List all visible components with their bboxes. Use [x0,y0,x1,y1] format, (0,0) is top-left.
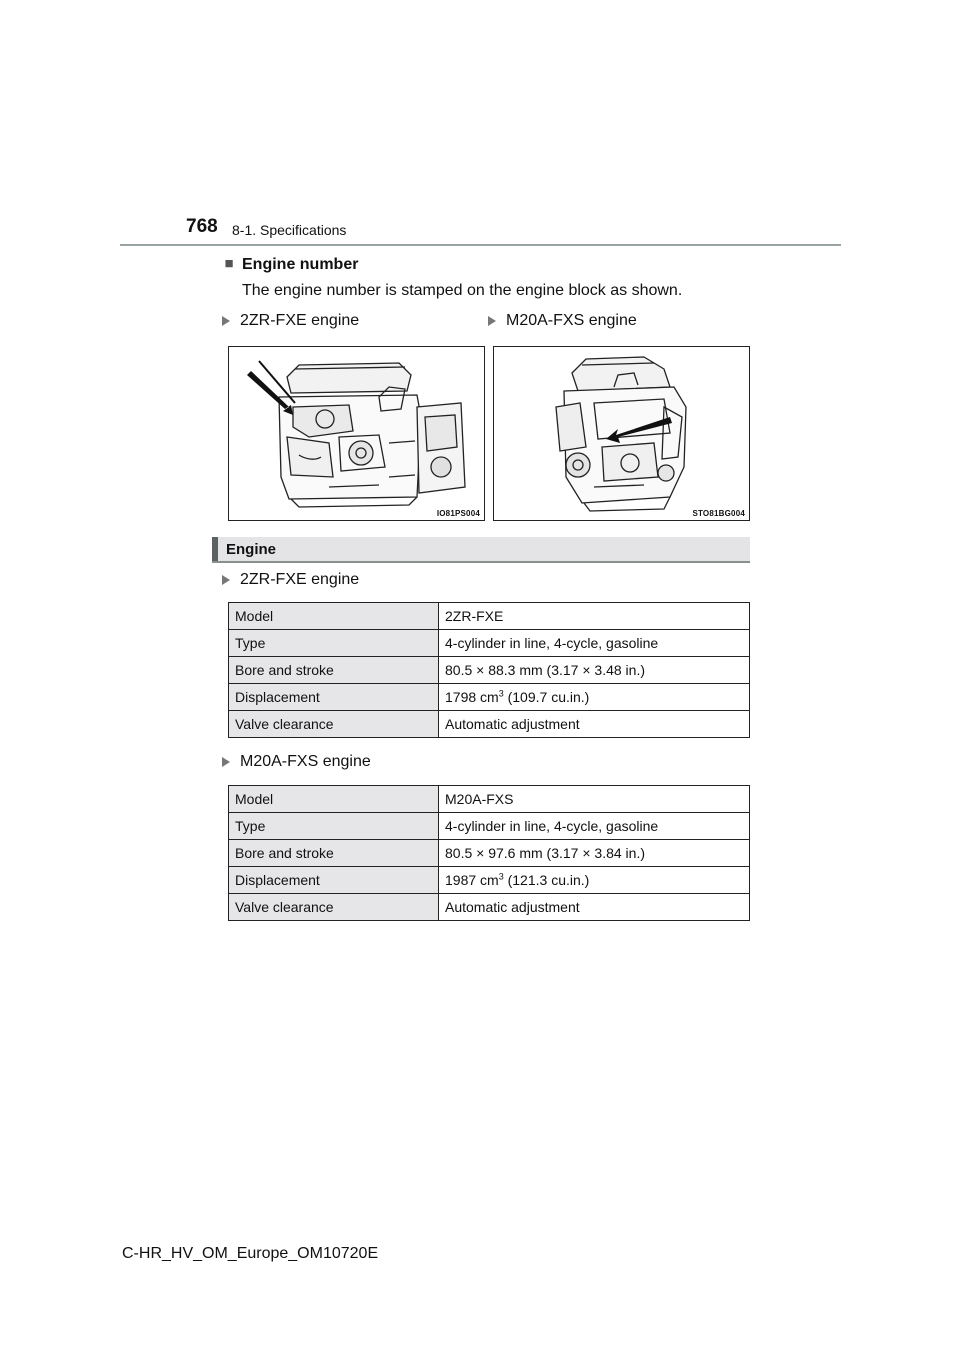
engine-illustration-2zr [228,346,485,521]
engine-number-description: The engine number is stamped on the engine block as shown. [242,282,683,299]
spec-value: 80.5 × 88.3 mm (3.17 × 3.48 in.) [439,657,750,684]
spec-key: Model [229,603,439,630]
triangle-bullet-icon [222,575,230,585]
table-row [229,684,750,711]
triangle-bullet-icon [222,316,230,326]
spec-key: Displacement [229,867,439,894]
table-row [229,711,750,738]
table-label-text: 2ZR-FXE engine [240,571,360,588]
spec-key: Bore and stroke [229,840,439,867]
spec-value [439,684,750,711]
table-row [229,813,750,840]
value-superscript: 3 [498,688,504,699]
spec-value [439,867,750,894]
engine-number-heading: Engine number [242,256,359,273]
spec-value: M20A-FXS [439,786,750,813]
figure-code: STO81BG004 [692,509,745,518]
engine-heading-text: Engine [226,541,277,558]
figure-label-text: M20A-FXS engine [506,312,637,329]
section-breadcrumb: 8-1. Specifications [232,222,347,238]
table-label-2zr [222,571,359,589]
table-label-m20a [222,753,371,771]
spec-key: Model [229,786,439,813]
figure-label-m20a [488,312,637,330]
figure-label-2zr [222,312,359,330]
engine-drawing-m20a [494,347,749,520]
spec-value: Automatic adjustment [439,894,750,921]
spec-key: Bore and stroke [229,657,439,684]
heading-accent [212,537,218,561]
spec-value: 80.5 × 97.6 mm (3.17 × 3.84 in.) [439,840,750,867]
spec-table-m20a [228,785,750,921]
spec-table-2zr [228,602,750,738]
figure-code: IO81PS004 [436,509,480,518]
value-main: 1798 cm [445,689,499,705]
figure-label-text: 2ZR-FXE engine [240,312,360,329]
table-row [229,657,750,684]
table-row [229,894,750,921]
value-main: 1987 cm [445,872,499,888]
spec-key: Valve clearance [229,711,439,738]
square-bullet-icon: ■ [224,254,234,272]
table-row [229,786,750,813]
value-suffix: (109.7 cu.in.) [503,689,590,705]
value-suffix: (121.3 cu.in.) [503,872,590,888]
page-number: 768 [186,216,218,237]
spec-value: Automatic adjustment [439,711,750,738]
engine-drawing-2zr [229,347,484,520]
table-row [229,840,750,867]
triangle-bullet-icon [488,316,496,326]
triangle-bullet-icon [222,757,230,767]
engine-illustration-m20a [493,346,750,521]
spec-key: Type [229,630,439,657]
table-label-text: M20A-FXS engine [240,753,371,770]
spec-value: 4-cylinder in line, 4-cycle, gasoline [439,813,750,840]
header-divider [120,244,841,246]
table-row [229,603,750,630]
table-row [229,867,750,894]
table-row [229,630,750,657]
spec-value: 2ZR-FXE [439,603,750,630]
spec-key: Valve clearance [229,894,439,921]
engine-section-heading [212,537,750,563]
document-id-footer: C-HR_HV_OM_Europe_OM10720E [122,1245,379,1262]
spec-key: Type [229,813,439,840]
spec-value: 4-cylinder in line, 4-cycle, gasoline [439,630,750,657]
spec-key: Displacement [229,684,439,711]
value-superscript: 3 [498,871,504,882]
